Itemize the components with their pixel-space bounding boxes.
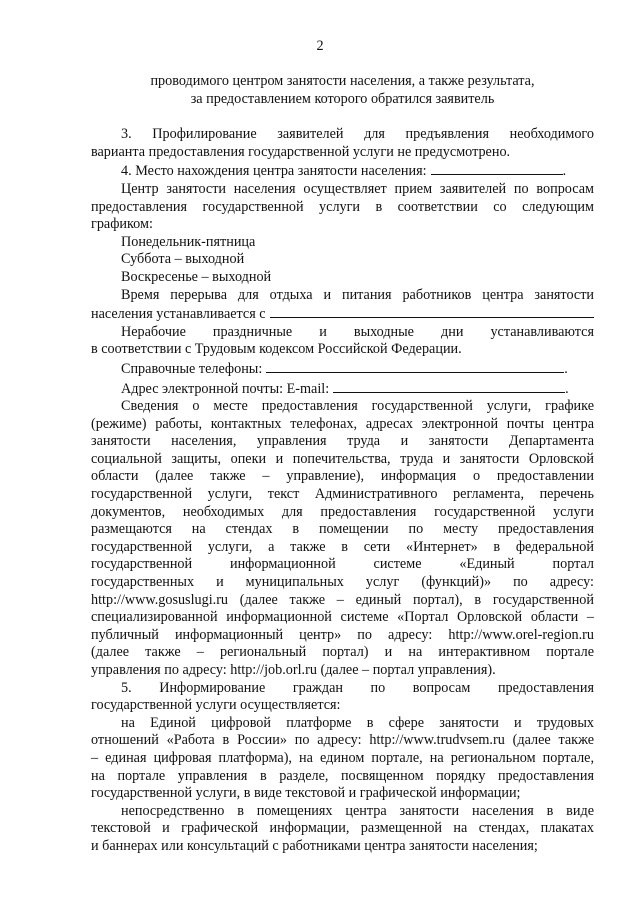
- info-line: социальной защиты, опеки и попечительства, труда и занятости Орловской: [91, 450, 594, 467]
- holidays-line: в соответствии с Трудовым кодексом Российской Федерации.: [91, 341, 462, 358]
- holidays-line: Нерабочие праздничные и выходные дни устанавливаются: [121, 323, 594, 340]
- paragraph-3-line: варианта предоставления государственной услуги не предусмотрено.: [91, 143, 511, 160]
- paragraph-4-title: 4. Место нахождения центра занятости населения: .: [121, 163, 567, 180]
- paragraph-5a-line: на Единой цифровой платформе в сфере занятости и трудовых: [121, 714, 594, 731]
- schedule-item: Воскресенье – выходной: [121, 268, 272, 285]
- paragraph-5a-line: – единая цифровая платформа), на едином портале, на региональном портале,: [91, 749, 594, 766]
- schedule-intro-line: предоставления государственной услуги в соответствии со следующим: [91, 198, 594, 215]
- info-line: занятости населения, управления труда и занятости Департамента: [91, 433, 594, 450]
- info-line: Сведения о месте предоставления государственной услуги, графике: [121, 398, 594, 415]
- info-line: http://www.gosuslugi.ru (далее также – единый портал), в государственной: [91, 591, 594, 608]
- info-line: государственной информационной системе «Единый портал: [91, 556, 594, 573]
- paragraph-5a-line: государственной услуги, в виде текстовой и графической информации;: [91, 785, 521, 802]
- schedule-item: Понедельник-пятница: [121, 233, 256, 250]
- page-number: 2: [316, 38, 324, 54]
- paragraph-3-line: 3. Профилирование заявителей для предъявления необходимого: [121, 126, 594, 143]
- break-line-fill: населения устанавливается с: [91, 304, 594, 324]
- info-line: документов, необходимых для предоставления государственной услуги: [91, 503, 594, 520]
- phones-line: Справочные телефоны: .: [121, 360, 568, 377]
- heading-line: проводимого центром занятости населения, а также результата,: [150, 73, 535, 89]
- document-body: [91, 73, 594, 856]
- info-line: (далее также – региональный портал) и на интерактивном портале: [91, 644, 594, 661]
- schedule-intro-line: Центр занятости населения осуществляет прием заявителей по вопросам: [121, 180, 594, 197]
- paragraph-5b-line: и баннерах или консультаций с работниками центра занятости населения;: [91, 837, 538, 854]
- info-line: государственной услуги, а также в сети «Интернет» в федеральной: [91, 538, 594, 555]
- schedule-intro-line: графиком:: [91, 216, 153, 233]
- heading-line: за предоставлением которого обратился заявитель: [190, 90, 495, 107]
- paragraph-5-line: государственной услуги осуществляется:: [91, 697, 341, 714]
- info-line: управления по адресу: http://job.orl.ru (далее – портал управления).: [91, 662, 496, 678]
- info-line: государственных и муниципальных услуг (функций)» по адресу:: [91, 574, 594, 591]
- info-line: (режиме) работы, контактных телефонах, адресах электронной почты центра: [91, 415, 594, 432]
- info-line: публичный информационный центр» по адресу: http://www.orel-region.ru: [91, 626, 594, 643]
- paragraph-5a-line: на портале управления в разделе, посвященном порядку предоставления: [91, 767, 594, 784]
- paragraph-5b-line: непосредственно в помещениях центра занятости населения в виде: [121, 802, 594, 819]
- break-line: Время перерыва для отдыха и питания работников центра занятости: [121, 286, 594, 303]
- info-line: государственной услуги, текст Административного регламента, перечень: [91, 486, 594, 503]
- schedule-item: Суббота – выходной: [121, 251, 245, 268]
- info-line: области (далее также – управление), информация о предоставлении: [91, 468, 594, 485]
- info-line: специализированной информационной системе «Портал Орловской области –: [91, 609, 594, 626]
- paragraph-5-line: 5. Информирование граждан по вопросам предоставления: [121, 679, 594, 696]
- info-line: размещаются на стендах в помещении по месту предоставления: [91, 521, 594, 538]
- email-line: Адрес электронной почты: E-mail: .: [121, 380, 569, 397]
- paragraph-5b-line: текстовой и графической информации, размещенной на стендах, плакатах: [91, 820, 594, 837]
- paragraph-5a-line: отношений «Работа в России» по адресу: http://www.trudvsem.ru (далее также: [91, 732, 594, 749]
